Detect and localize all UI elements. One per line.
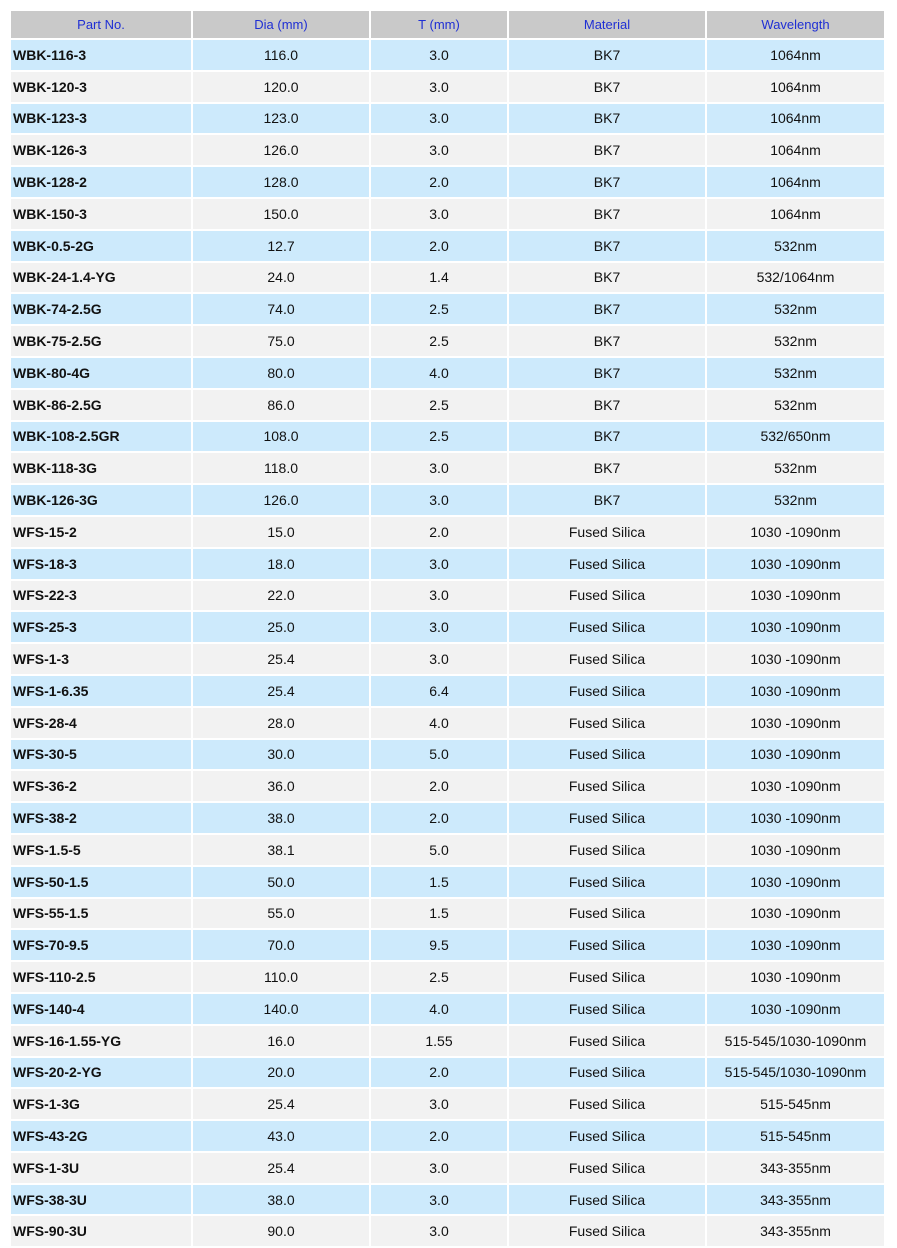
table-row xyxy=(11,104,884,136)
cell-dia: 80.0 xyxy=(193,358,369,390)
cell-wavelength: 532nm xyxy=(707,358,884,390)
cell-material: BK7 xyxy=(509,422,705,454)
cell-dia: 150.0 xyxy=(193,199,369,231)
cell-part-no: WFS-28-4 xyxy=(11,708,191,740)
cell-material: Fused Silica xyxy=(509,740,705,772)
cell-part-no: WBK-118-3G xyxy=(11,453,191,485)
cell-material: Fused Silica xyxy=(509,549,705,581)
cell-part-no: WFS-36-2 xyxy=(11,771,191,803)
cell-thickness: 3.0 xyxy=(371,40,507,72)
cell-wavelength: 515-545nm xyxy=(707,1121,884,1153)
cell-dia: 38.0 xyxy=(193,1185,369,1217)
cell-thickness: 3.0 xyxy=(371,581,507,613)
table-row xyxy=(11,899,884,931)
cell-wavelength: 532nm xyxy=(707,231,884,263)
cell-thickness: 5.0 xyxy=(371,835,507,867)
cell-dia: 16.0 xyxy=(193,1026,369,1058)
table-row xyxy=(11,994,884,1026)
cell-material: Fused Silica xyxy=(509,708,705,740)
cell-thickness: 3.0 xyxy=(371,644,507,676)
cell-part-no: WFS-70-9.5 xyxy=(11,930,191,962)
cell-wavelength: 1030 -1090nm xyxy=(707,581,884,613)
cell-material: Fused Silica xyxy=(509,994,705,1026)
cell-dia: 123.0 xyxy=(193,104,369,136)
cell-dia: 15.0 xyxy=(193,517,369,549)
cell-dia: 20.0 xyxy=(193,1058,369,1090)
cell-material: BK7 xyxy=(509,40,705,72)
cell-part-no: WFS-1-3U xyxy=(11,1153,191,1185)
cell-thickness: 2.5 xyxy=(371,962,507,994)
table-row xyxy=(11,294,884,326)
cell-part-no: WFS-25-3 xyxy=(11,612,191,644)
cell-wavelength: 532nm xyxy=(707,390,884,422)
cell-part-no: WFS-20-2-YG xyxy=(11,1058,191,1090)
table-row xyxy=(11,771,884,803)
cell-dia: 50.0 xyxy=(193,867,369,899)
table-row xyxy=(11,1121,884,1153)
cell-dia: 36.0 xyxy=(193,771,369,803)
cell-thickness: 2.0 xyxy=(371,1121,507,1153)
table-row xyxy=(11,72,884,104)
cell-thickness: 3.0 xyxy=(371,72,507,104)
cell-dia: 43.0 xyxy=(193,1121,369,1153)
cell-wavelength: 1064nm xyxy=(707,199,884,231)
header-part-no: Part No. xyxy=(11,11,191,40)
table-row xyxy=(11,867,884,899)
table-row xyxy=(11,453,884,485)
cell-part-no: WFS-1-3G xyxy=(11,1089,191,1121)
cell-part-no: WFS-1.5-5 xyxy=(11,835,191,867)
table-row xyxy=(11,231,884,263)
cell-material: BK7 xyxy=(509,135,705,167)
header-wavelength: Wavelength xyxy=(707,11,884,40)
cell-material: Fused Silica xyxy=(509,1153,705,1185)
cell-part-no: WBK-150-3 xyxy=(11,199,191,231)
header-dia: Dia (mm) xyxy=(193,11,369,40)
cell-thickness: 3.0 xyxy=(371,549,507,581)
cell-material: BK7 xyxy=(509,263,705,295)
cell-material: Fused Silica xyxy=(509,1216,705,1248)
cell-dia: 25.4 xyxy=(193,676,369,708)
cell-part-no: WBK-80-4G xyxy=(11,358,191,390)
cell-part-no: WFS-22-3 xyxy=(11,581,191,613)
cell-dia: 90.0 xyxy=(193,1216,369,1248)
product-table xyxy=(9,11,886,1248)
cell-material: Fused Silica xyxy=(509,1121,705,1153)
table-row xyxy=(11,930,884,962)
header-row xyxy=(11,11,884,40)
cell-thickness: 1.5 xyxy=(371,899,507,931)
cell-part-no: WBK-126-3 xyxy=(11,135,191,167)
cell-material: BK7 xyxy=(509,485,705,517)
table-row xyxy=(11,135,884,167)
cell-thickness: 3.0 xyxy=(371,612,507,644)
table-row xyxy=(11,549,884,581)
cell-dia: 28.0 xyxy=(193,708,369,740)
cell-part-no: WFS-1-3 xyxy=(11,644,191,676)
cell-part-no: WBK-128-2 xyxy=(11,167,191,199)
cell-dia: 120.0 xyxy=(193,72,369,104)
table-row xyxy=(11,676,884,708)
table-row xyxy=(11,644,884,676)
table-row xyxy=(11,1058,884,1090)
cell-material: BK7 xyxy=(509,231,705,263)
cell-thickness: 3.0 xyxy=(371,199,507,231)
cell-dia: 22.0 xyxy=(193,581,369,613)
cell-material: Fused Silica xyxy=(509,612,705,644)
cell-part-no: WFS-15-2 xyxy=(11,517,191,549)
cell-wavelength: 1030 -1090nm xyxy=(707,771,884,803)
cell-dia: 74.0 xyxy=(193,294,369,326)
cell-wavelength: 1030 -1090nm xyxy=(707,740,884,772)
cell-wavelength: 1030 -1090nm xyxy=(707,962,884,994)
cell-material: BK7 xyxy=(509,167,705,199)
table-row xyxy=(11,835,884,867)
table-row xyxy=(11,358,884,390)
cell-thickness: 2.0 xyxy=(371,167,507,199)
cell-wavelength: 532/650nm xyxy=(707,422,884,454)
cell-wavelength: 1030 -1090nm xyxy=(707,612,884,644)
cell-wavelength: 1030 -1090nm xyxy=(707,994,884,1026)
cell-dia: 108.0 xyxy=(193,422,369,454)
cell-material: BK7 xyxy=(509,72,705,104)
cell-material: Fused Silica xyxy=(509,517,705,549)
cell-wavelength: 532nm xyxy=(707,326,884,358)
cell-part-no: WFS-1-6.35 xyxy=(11,676,191,708)
cell-thickness: 3.0 xyxy=(371,485,507,517)
cell-part-no: WFS-43-2G xyxy=(11,1121,191,1153)
cell-material: Fused Silica xyxy=(509,899,705,931)
cell-wavelength: 1030 -1090nm xyxy=(707,644,884,676)
cell-material: Fused Silica xyxy=(509,644,705,676)
cell-thickness: 9.5 xyxy=(371,930,507,962)
table-row xyxy=(11,612,884,644)
cell-part-no: WBK-24-1.4-YG xyxy=(11,263,191,295)
cell-material: Fused Silica xyxy=(509,771,705,803)
cell-thickness: 2.0 xyxy=(371,231,507,263)
cell-material: Fused Silica xyxy=(509,867,705,899)
table-body xyxy=(11,40,884,1248)
cell-part-no: WFS-16-1.55-YG xyxy=(11,1026,191,1058)
cell-thickness: 4.0 xyxy=(371,708,507,740)
cell-thickness: 2.0 xyxy=(371,771,507,803)
table-row xyxy=(11,1089,884,1121)
cell-thickness: 2.5 xyxy=(371,422,507,454)
cell-thickness: 2.5 xyxy=(371,390,507,422)
cell-thickness: 3.0 xyxy=(371,1185,507,1217)
cell-material: Fused Silica xyxy=(509,1089,705,1121)
cell-part-no: WBK-75-2.5G xyxy=(11,326,191,358)
cell-thickness: 2.5 xyxy=(371,326,507,358)
cell-dia: 128.0 xyxy=(193,167,369,199)
cell-wavelength: 1030 -1090nm xyxy=(707,549,884,581)
cell-thickness: 1.55 xyxy=(371,1026,507,1058)
cell-dia: 126.0 xyxy=(193,485,369,517)
cell-wavelength: 532/1064nm xyxy=(707,263,884,295)
cell-part-no: WBK-86-2.5G xyxy=(11,390,191,422)
cell-material: Fused Silica xyxy=(509,676,705,708)
cell-thickness: 2.0 xyxy=(371,803,507,835)
cell-part-no: WBK-120-3 xyxy=(11,72,191,104)
cell-thickness: 3.0 xyxy=(371,1089,507,1121)
cell-part-no: WFS-50-1.5 xyxy=(11,867,191,899)
table-row xyxy=(11,199,884,231)
cell-wavelength: 343-355nm xyxy=(707,1216,884,1248)
cell-thickness: 3.0 xyxy=(371,453,507,485)
cell-dia: 25.4 xyxy=(193,644,369,676)
cell-dia: 75.0 xyxy=(193,326,369,358)
table-row xyxy=(11,740,884,772)
cell-part-no: WFS-110-2.5 xyxy=(11,962,191,994)
cell-dia: 25.4 xyxy=(193,1089,369,1121)
cell-material: BK7 xyxy=(509,326,705,358)
cell-dia: 140.0 xyxy=(193,994,369,1026)
cell-wavelength: 1064nm xyxy=(707,167,884,199)
cell-dia: 24.0 xyxy=(193,263,369,295)
cell-material: Fused Silica xyxy=(509,1026,705,1058)
cell-dia: 116.0 xyxy=(193,40,369,72)
cell-wavelength: 1064nm xyxy=(707,135,884,167)
cell-wavelength: 515-545/1030-1090nm xyxy=(707,1058,884,1090)
cell-wavelength: 1064nm xyxy=(707,104,884,136)
header-thickness: T (mm) xyxy=(371,11,507,40)
cell-part-no: WFS-38-3U xyxy=(11,1185,191,1217)
cell-part-no: WBK-74-2.5G xyxy=(11,294,191,326)
cell-thickness: 2.0 xyxy=(371,1058,507,1090)
cell-dia: 86.0 xyxy=(193,390,369,422)
cell-thickness: 3.0 xyxy=(371,104,507,136)
cell-thickness: 3.0 xyxy=(371,135,507,167)
cell-part-no: WFS-55-1.5 xyxy=(11,899,191,931)
cell-dia: 118.0 xyxy=(193,453,369,485)
cell-part-no: WFS-18-3 xyxy=(11,549,191,581)
cell-wavelength: 1030 -1090nm xyxy=(707,835,884,867)
cell-thickness: 6.4 xyxy=(371,676,507,708)
cell-wavelength: 1030 -1090nm xyxy=(707,517,884,549)
cell-wavelength: 343-355nm xyxy=(707,1185,884,1217)
cell-dia: 30.0 xyxy=(193,740,369,772)
cell-wavelength: 1030 -1090nm xyxy=(707,867,884,899)
cell-thickness: 1.4 xyxy=(371,263,507,295)
cell-wavelength: 1030 -1090nm xyxy=(707,803,884,835)
cell-dia: 12.7 xyxy=(193,231,369,263)
cell-part-no: WBK-108-2.5GR xyxy=(11,422,191,454)
cell-material: BK7 xyxy=(509,453,705,485)
cell-wavelength: 532nm xyxy=(707,294,884,326)
header-material: Material xyxy=(509,11,705,40)
cell-material: Fused Silica xyxy=(509,962,705,994)
cell-material: Fused Silica xyxy=(509,1058,705,1090)
cell-part-no: WBK-123-3 xyxy=(11,104,191,136)
cell-part-no: WBK-126-3G xyxy=(11,485,191,517)
table-row xyxy=(11,708,884,740)
cell-thickness: 4.0 xyxy=(371,358,507,390)
cell-thickness: 3.0 xyxy=(371,1153,507,1185)
cell-material: Fused Silica xyxy=(509,1185,705,1217)
cell-material: BK7 xyxy=(509,199,705,231)
cell-wavelength: 1030 -1090nm xyxy=(707,676,884,708)
cell-thickness: 5.0 xyxy=(371,740,507,772)
cell-dia: 110.0 xyxy=(193,962,369,994)
cell-dia: 126.0 xyxy=(193,135,369,167)
cell-thickness: 2.5 xyxy=(371,294,507,326)
cell-dia: 38.1 xyxy=(193,835,369,867)
cell-dia: 25.0 xyxy=(193,612,369,644)
table-row xyxy=(11,326,884,358)
table-row xyxy=(11,422,884,454)
cell-part-no: WBK-0.5-2G xyxy=(11,231,191,263)
table-row xyxy=(11,803,884,835)
cell-material: Fused Silica xyxy=(509,581,705,613)
cell-thickness: 1.5 xyxy=(371,867,507,899)
cell-dia: 70.0 xyxy=(193,930,369,962)
table-row xyxy=(11,390,884,422)
cell-wavelength: 515-545/1030-1090nm xyxy=(707,1026,884,1058)
cell-material: Fused Silica xyxy=(509,930,705,962)
cell-thickness: 2.0 xyxy=(371,517,507,549)
table-row xyxy=(11,40,884,72)
cell-wavelength: 515-545nm xyxy=(707,1089,884,1121)
table-row xyxy=(11,167,884,199)
cell-thickness: 4.0 xyxy=(371,994,507,1026)
cell-material: Fused Silica xyxy=(509,835,705,867)
cell-material: Fused Silica xyxy=(509,803,705,835)
table-row xyxy=(11,962,884,994)
cell-part-no: WBK-116-3 xyxy=(11,40,191,72)
table-row xyxy=(11,1216,884,1248)
cell-material: BK7 xyxy=(509,358,705,390)
cell-wavelength: 1064nm xyxy=(707,72,884,104)
cell-wavelength: 1030 -1090nm xyxy=(707,708,884,740)
table-row xyxy=(11,581,884,613)
cell-part-no: WFS-30-5 xyxy=(11,740,191,772)
cell-thickness: 3.0 xyxy=(371,1216,507,1248)
cell-material: BK7 xyxy=(509,390,705,422)
cell-wavelength: 1030 -1090nm xyxy=(707,930,884,962)
cell-dia: 25.4 xyxy=(193,1153,369,1185)
cell-dia: 38.0 xyxy=(193,803,369,835)
cell-wavelength: 343-355nm xyxy=(707,1153,884,1185)
table-row xyxy=(11,517,884,549)
cell-wavelength: 1064nm xyxy=(707,40,884,72)
cell-wavelength: 532nm xyxy=(707,485,884,517)
table-row xyxy=(11,1185,884,1217)
cell-wavelength: 532nm xyxy=(707,453,884,485)
cell-material: BK7 xyxy=(509,294,705,326)
table-row xyxy=(11,263,884,295)
cell-part-no: WFS-38-2 xyxy=(11,803,191,835)
cell-material: BK7 xyxy=(509,104,705,136)
cell-dia: 18.0 xyxy=(193,549,369,581)
cell-dia: 55.0 xyxy=(193,899,369,931)
table-row xyxy=(11,1153,884,1185)
cell-part-no: WFS-90-3U xyxy=(11,1216,191,1248)
cell-part-no: WFS-140-4 xyxy=(11,994,191,1026)
cell-wavelength: 1030 -1090nm xyxy=(707,899,884,931)
table-row xyxy=(11,485,884,517)
table-row xyxy=(11,1026,884,1058)
